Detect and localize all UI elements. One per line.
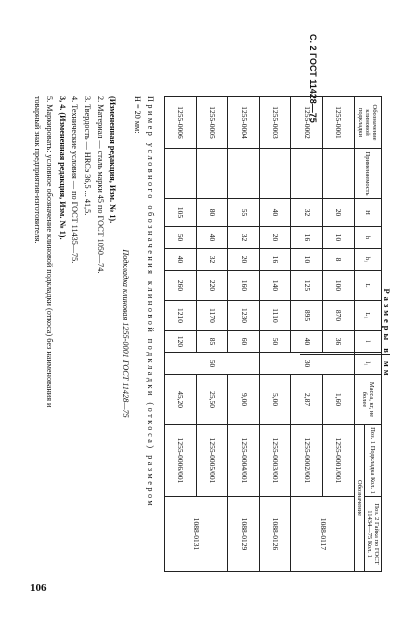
table-row (259, 97, 291, 572)
cell-h1: 32 (196, 249, 228, 271)
cell-pos1: 1255-0003/001 (259, 425, 291, 497)
cell-L: 100 (322, 271, 354, 301)
cell-l: 60 (228, 331, 260, 353)
cell-L1: 1210 (165, 301, 197, 331)
cell-l1: 30 (259, 353, 354, 375)
cell-L1: 1170 (196, 301, 228, 331)
note-2: 2. Материал — сталь марки 45 по ГОСТ 1050—74. (95, 96, 105, 274)
note-4: 4. Технические условия — по ГОСТ 11435—75. (70, 96, 80, 264)
cell-designation: 1255-0001 (322, 97, 354, 149)
cell-H: 80 (196, 199, 228, 227)
page-number: 106 (30, 582, 47, 594)
note-3: 3. Твердость — HRCэ 36,5 ... 41,5. (83, 96, 93, 216)
cell-pos2: 1088-0117 (291, 497, 354, 572)
cell-l1: 50 (165, 353, 260, 375)
rotated-page-content (30, 96, 392, 571)
cell-h: 16 (291, 227, 323, 249)
cell-pos1: 1255-0002/001 (291, 425, 323, 497)
th-pos2: Поз. 2 Гайка по ГОСТ 11434—75 Кол. 1 (364, 497, 381, 572)
th-designation: Обозначение клиновой подкладки (354, 97, 381, 149)
cell-pos2: 1088-0126 (259, 497, 291, 572)
cell-L: 140 (259, 271, 291, 301)
cell-h1: 8 (322, 249, 354, 271)
cell-pos1: 1255-0006/001 (165, 425, 197, 497)
note-change-1: (Измененная редакция, Изм. № 1). (108, 96, 118, 224)
th-applicability: Применяемость (354, 149, 381, 199)
footer-divider (300, 354, 390, 355)
cell-mass: 1,60 (322, 375, 354, 425)
note-3-4: 3, 4. (Измененная редакция, Изм. № 1). (57, 96, 67, 240)
cell-h: 32 (228, 227, 260, 249)
cell-applicability (322, 149, 354, 199)
cell-L1: 1230 (228, 301, 260, 331)
dimensions-table (164, 96, 382, 572)
cell-l: 50 (259, 331, 291, 353)
note-5: 5. Маркировать: условное обозначение клиновой подкладки (откоса) без наименования и (45, 96, 55, 408)
cell-pos2: 1088-0129 (228, 497, 260, 572)
cell-L1: 895 (291, 301, 323, 331)
cell-mass: 5,00 (259, 375, 291, 425)
cell-mass: 45,20 (165, 375, 197, 425)
cell-applicability (259, 149, 291, 199)
page-header: С. 2 ГОСТ 11428—75 (308, 34, 318, 123)
cell-h1: 40 (165, 249, 197, 271)
cell-designation: 1255-0002 (291, 97, 323, 149)
cell-mass: 25,50 (196, 375, 228, 425)
cell-pos2: 1088-0131 (165, 497, 228, 572)
th-designation-group: Обозначение (354, 425, 364, 572)
cell-h: 20 (259, 227, 291, 249)
cell-H: 105 (165, 199, 197, 227)
table-row (322, 97, 354, 572)
cell-H: 55 (228, 199, 260, 227)
table-row (228, 97, 260, 572)
cell-designation: 1255-0003 (259, 97, 291, 149)
table-title: Размеры в мм (382, 288, 392, 379)
cell-H: 32 (291, 199, 323, 227)
cell-mass: 9,00 (228, 375, 260, 425)
cell-L1: 1110 (259, 301, 291, 331)
cell-L: 160 (228, 271, 260, 301)
cell-L: 260 (165, 271, 197, 301)
note-5-cont: товарный знак предприятия-изготовителя. (32, 96, 42, 244)
cell-l: 85 (196, 331, 228, 353)
cell-L1: 870 (322, 301, 354, 331)
cell-pos1: 1255-0004/001 (228, 425, 260, 497)
cell-designation: 1255-0005 (196, 97, 228, 149)
cell-h: 40 (196, 227, 228, 249)
cell-L: 125 (291, 271, 323, 301)
cell-pos1: 1255-0005/001 (196, 425, 228, 497)
table-row (196, 97, 228, 572)
cell-h1: 16 (259, 249, 291, 271)
cell-mass: 2,87 (291, 375, 323, 425)
th-h1: h₁ (354, 249, 381, 271)
cell-h: 10 (322, 227, 354, 249)
cell-h: 50 (165, 227, 197, 249)
cell-designation: 1255-0006 (165, 97, 197, 149)
cell-applicability (291, 149, 323, 199)
th-L: L (354, 271, 381, 301)
cell-l: 40 (291, 331, 323, 353)
cell-applicability (196, 149, 228, 199)
cell-l: 36 (322, 331, 354, 353)
cell-H: 20 (322, 199, 354, 227)
th-mass: Масса, кг, не более (354, 375, 381, 425)
example-line-2: H = 20 мм: (133, 96, 143, 134)
cell-applicability (165, 149, 197, 199)
cell-h1: 20 (228, 249, 260, 271)
example-line: Пример условного обозначения клиновой подкладки (откоса) размером (146, 96, 155, 509)
example-code: Подкладка клиновая 1255-0001 ГОСТ 11428—75 (120, 249, 130, 418)
th-h: h (354, 227, 381, 249)
cell-L: 220 (196, 271, 228, 301)
cell-applicability (228, 149, 260, 199)
cell-designation: 1255-0004 (228, 97, 260, 149)
th-H: H (354, 199, 381, 227)
notes (30, 96, 156, 571)
th-l: l (354, 331, 381, 353)
cell-pos1: 1255-0001/001 (322, 425, 354, 497)
th-l1: l₁ (354, 353, 381, 375)
cell-h1: 10 (291, 249, 323, 271)
cell-l: 120 (165, 331, 197, 353)
th-L1: L₁ (354, 301, 381, 331)
cell-H: 40 (259, 199, 291, 227)
th-pos1: Поз. 1 Подкладка Кол. 1 (364, 425, 381, 497)
